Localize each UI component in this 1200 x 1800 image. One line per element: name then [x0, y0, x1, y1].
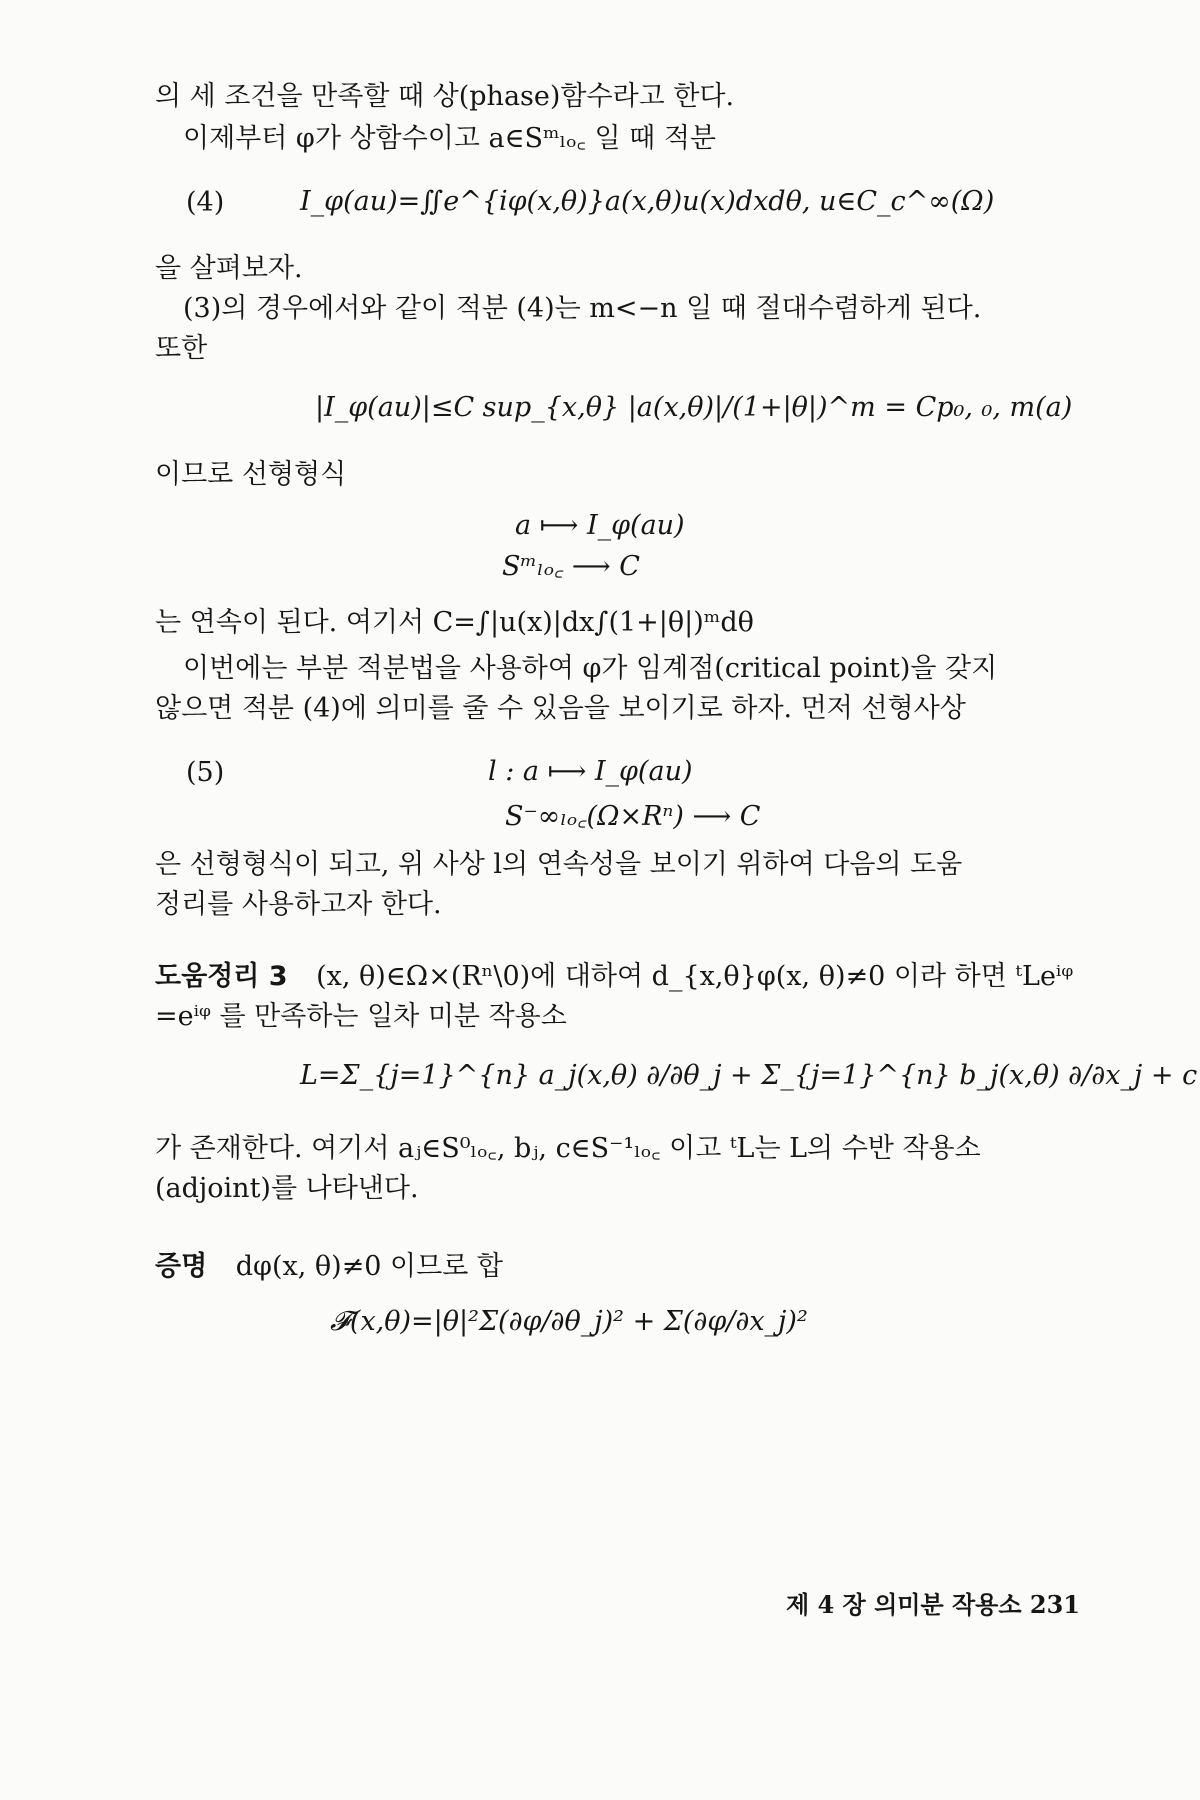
lemma-line — [155, 960, 1075, 994]
equation-L: L=Σ_{j=1}^{n} a_j(x,θ) ∂/∂θ_j + Σ_{j=1}^{n} b_j(x,θ) ∂/∂x_j + c — [300, 1060, 1198, 1091]
text-line-11: 정리를 사용하고자 한다. — [155, 889, 442, 920]
text-line-9: 않으면 적분 (4)에 의미를 줄 수 있음을 보이기로 하자. 먼저 선형사상 — [155, 693, 966, 724]
text-line-5: 또한 — [155, 333, 208, 364]
text-line-2: 이제부터 φ가 상함수이고 a∈Sᵐₗₒ꜀ 일 때 적분 — [183, 123, 716, 154]
text-line-8: 이번에는 부분 적분법을 사용하여 φ가 임계점(critical point)을 갖지 — [183, 653, 998, 684]
equation-4: I_φ(au)=∬e^{iφ(x,θ)}a(x,θ)u(x)dxdθ, u∈C_c^∞(Ω) — [300, 186, 995, 217]
text-line-6: 이므로 선형형식 — [155, 459, 347, 490]
text-line-7: 는 연속이 된다. 여기서 C=∫|u(x)|dx∫(1+|θ|)ᵐdθ — [155, 607, 754, 638]
proof-text: dφ(x, θ)≠0 이므로 합 — [235, 1251, 503, 1282]
page-footer: 제 4 장 의미분 작용소 231 — [785, 1590, 1080, 1619]
text-line-3: 을 살펴보자. — [155, 253, 303, 284]
text-line-1: 의 세 조건을 만족할 때 상(phase)함수라고 한다. — [155, 81, 735, 112]
lemma-text: (x, θ)∈Ω×(Rⁿ\0)에 대하여 d_{x,θ}φ(x, θ)≠0 이라 하면 ᵗLeⁱᵠ — [316, 961, 1074, 992]
lemma-heading: 도움정리 3 — [155, 961, 288, 992]
text-line-13: 가 존재한다. 여기서 aⱼ∈S⁰ₗₒ꜀, bⱼ, c∈S⁻¹ₗₒ꜀ 이고 ᵗL는 L의 수반 작용소 — [155, 1133, 981, 1164]
equation-F: 𝓕(x,θ)=|θ|²Σ(∂φ/∂θ_j)² + Σ(∂φ/∂x_j)² — [330, 1306, 808, 1337]
equation-number-4: (4) — [186, 187, 225, 218]
text-line-10: 은 선형형식이 되고, 위 사상 l의 연속성을 보이기 위하여 다음의 도움 — [155, 849, 963, 880]
map-1-top: a ⟼ I_φ(au) — [515, 510, 685, 541]
text-line-14: (adjoint)를 나타낸다. — [155, 1173, 419, 1204]
equation-bound: |I_φ(au)|≤C sup_{x,θ} |a(x,θ)|/(1+|θ|)^m = Cp₀, ₀, m(a) — [315, 392, 1073, 423]
map-1-bottom: Sᵐₗₒ꜀ ⟶ C — [502, 551, 640, 582]
text-line-12: =eⁱᵠ 를 만족하는 일차 미분 작용소 — [155, 1001, 567, 1032]
text-line-4: (3)의 경우에서와 같이 적분 (4)는 m<−n 일 때 절대수렴하게 된다. — [183, 293, 982, 324]
equation-number-5: (5) — [186, 757, 225, 788]
proof-line — [155, 1250, 1075, 1284]
proof-heading: 증명 — [155, 1251, 208, 1282]
map-2-top: l : a ⟼ I_φ(au) — [488, 756, 693, 787]
map-2-bottom: S⁻∞ₗₒ꜀(Ω×Rⁿ) ⟶ C — [505, 801, 761, 832]
